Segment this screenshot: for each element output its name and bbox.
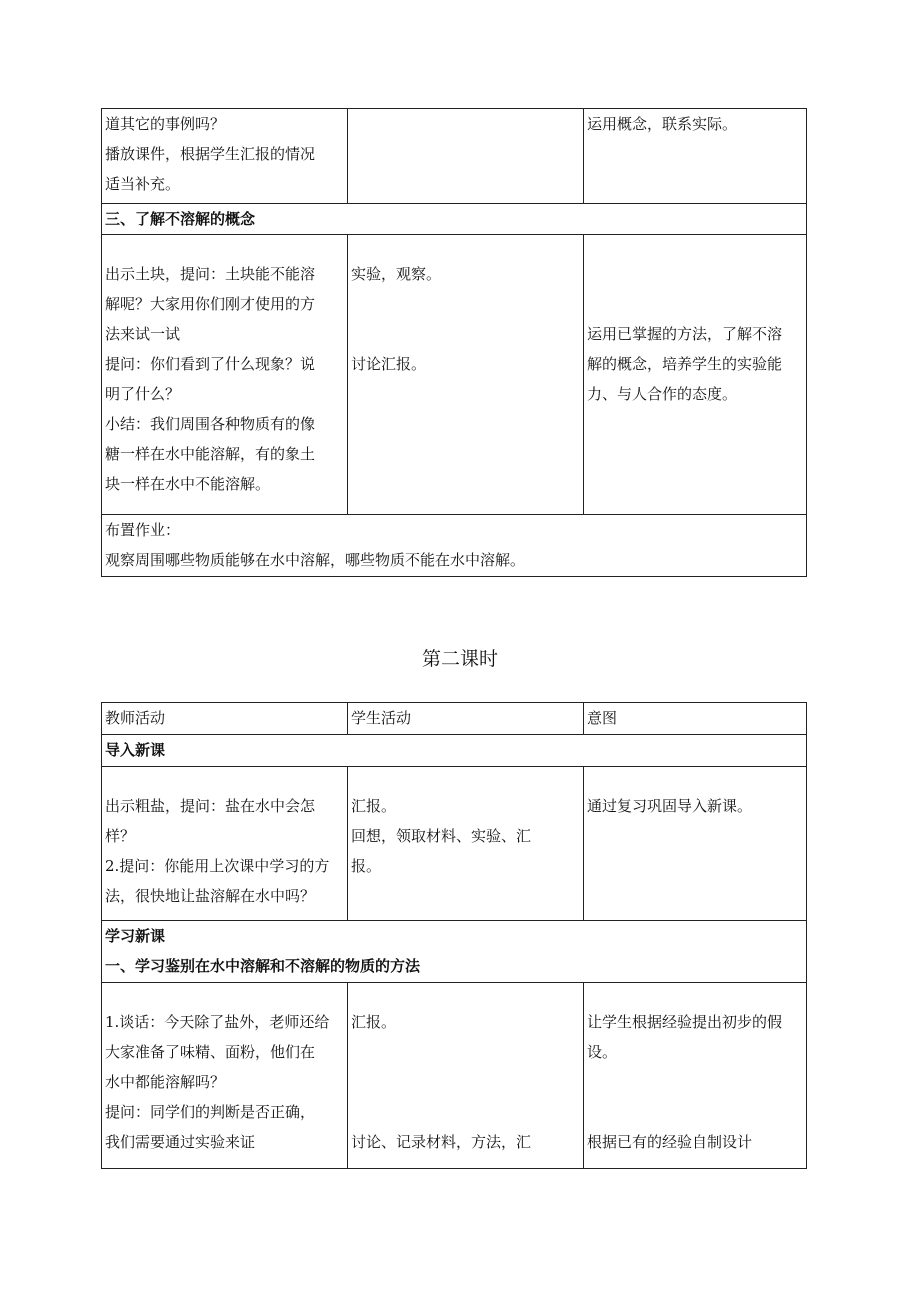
text-line: 小结：我们周围各种物质有的像 <box>105 415 316 433</box>
section-heading <box>102 921 807 983</box>
intent-cell <box>584 767 807 921</box>
text-line: 根据已有的经验自制设计 <box>587 1133 753 1151</box>
student-activity-cell <box>348 983 584 1169</box>
text-line: 设。 <box>587 1043 618 1061</box>
table-row <box>102 515 807 577</box>
text-line: 法，很快地让盐溶解在水中吗？ <box>105 887 316 905</box>
text-line: 解的概念，培养学生的实验能 <box>587 355 783 373</box>
teacher-activity-cell <box>102 767 348 921</box>
text-line: 我们需要通过实验来证 <box>105 1133 256 1151</box>
text-line: 运用概念，联系实际。 <box>587 115 738 133</box>
text-line: 汇报。 <box>351 1013 397 1031</box>
text-line: 道其它的事例吗？ <box>105 115 226 133</box>
text-line: 提问：同学们的判断是否正确， <box>105 1103 316 1121</box>
homework-text: 观察周围哪些物质能够在水中溶解，哪些物质不能在水中溶解。 <box>105 551 526 569</box>
text-line: 回想，领取材料、实验、汇 <box>351 827 532 845</box>
homework-cell <box>102 515 807 577</box>
text-line: 讨论汇报。 <box>351 355 427 373</box>
teacher-activity-cell <box>102 109 348 204</box>
text-line: 2.提问：你能用上次课中学习的方 <box>105 857 330 875</box>
lesson-table-1 <box>101 108 807 577</box>
column-header: 意图 <box>584 703 807 735</box>
intent-cell <box>584 109 807 204</box>
student-activity-cell <box>348 235 584 515</box>
text-line: 提问：你们看到了什么现象？说 <box>105 355 316 373</box>
subsection-heading-text: 一、学习鉴别在水中溶解和不溶解的物质的方法 <box>105 957 421 975</box>
text-line: 报。 <box>351 857 382 875</box>
section-heading <box>102 735 807 767</box>
section-title: 第二课时 <box>421 648 498 670</box>
column-header: 教师活动 <box>102 703 348 735</box>
text-line: 出示粗盐，提问：盐在水中会怎 <box>105 797 316 815</box>
text-line: 糖一样在水中能溶解，有的象土 <box>105 445 316 463</box>
table-header-row <box>102 703 807 735</box>
text-line: 汇报。 <box>351 797 397 815</box>
homework-label: 布置作业： <box>105 521 181 539</box>
text-line: 解呢？大家用你们刚才使用的方 <box>105 295 316 313</box>
intent-cell <box>584 235 807 515</box>
text-line: 力、与人合作的态度。 <box>587 385 738 403</box>
teacher-activity-cell <box>102 983 348 1169</box>
text-line: 法来试一试 <box>105 325 181 343</box>
text-line: 播放课件，根据学生汇报的情况 <box>105 145 316 163</box>
table-row <box>102 204 807 235</box>
lesson-table-2 <box>101 702 807 1169</box>
text-line: 通过复习巩固导入新课。 <box>587 797 753 815</box>
table-row <box>102 735 807 767</box>
table-row <box>102 983 807 1169</box>
text-line: 水中都能溶解吗？ <box>105 1073 226 1091</box>
table-row <box>102 767 807 921</box>
text-line: 块一样在水中不能溶解。 <box>105 475 271 493</box>
text-line: 实验，观察。 <box>351 265 442 283</box>
section-heading-text: 三、了解不溶解的概念 <box>105 210 256 228</box>
section-heading-text: 学习新课 <box>105 927 166 945</box>
table-row <box>102 109 807 204</box>
text-line: 运用已掌握的方法，了解不溶 <box>587 325 783 343</box>
text-line: 明了什么？ <box>105 385 181 403</box>
table-row <box>102 235 807 515</box>
text-line: 出示土块，提问：土块能不能溶 <box>105 265 316 283</box>
student-activity-cell <box>348 109 584 204</box>
intent-cell <box>584 983 807 1169</box>
text-line: 大家准备了味精、面粉，他们在 <box>105 1043 316 1061</box>
student-activity-cell <box>348 767 584 921</box>
column-header: 学生活动 <box>348 703 584 735</box>
text-line: 让学生根据经验提出初步的假 <box>587 1013 783 1031</box>
table-row <box>102 921 807 983</box>
section-heading-text: 导入新课 <box>105 741 166 759</box>
text-line: 讨论、记录材料，方法，汇 <box>351 1133 532 1151</box>
text-line: 适当补充。 <box>105 175 181 193</box>
section-heading <box>102 204 807 235</box>
text-line: 样？ <box>105 827 136 845</box>
text-line: 1.谈话：今天除了盐外，老师还给 <box>105 1013 330 1031</box>
teacher-activity-cell <box>102 235 348 515</box>
